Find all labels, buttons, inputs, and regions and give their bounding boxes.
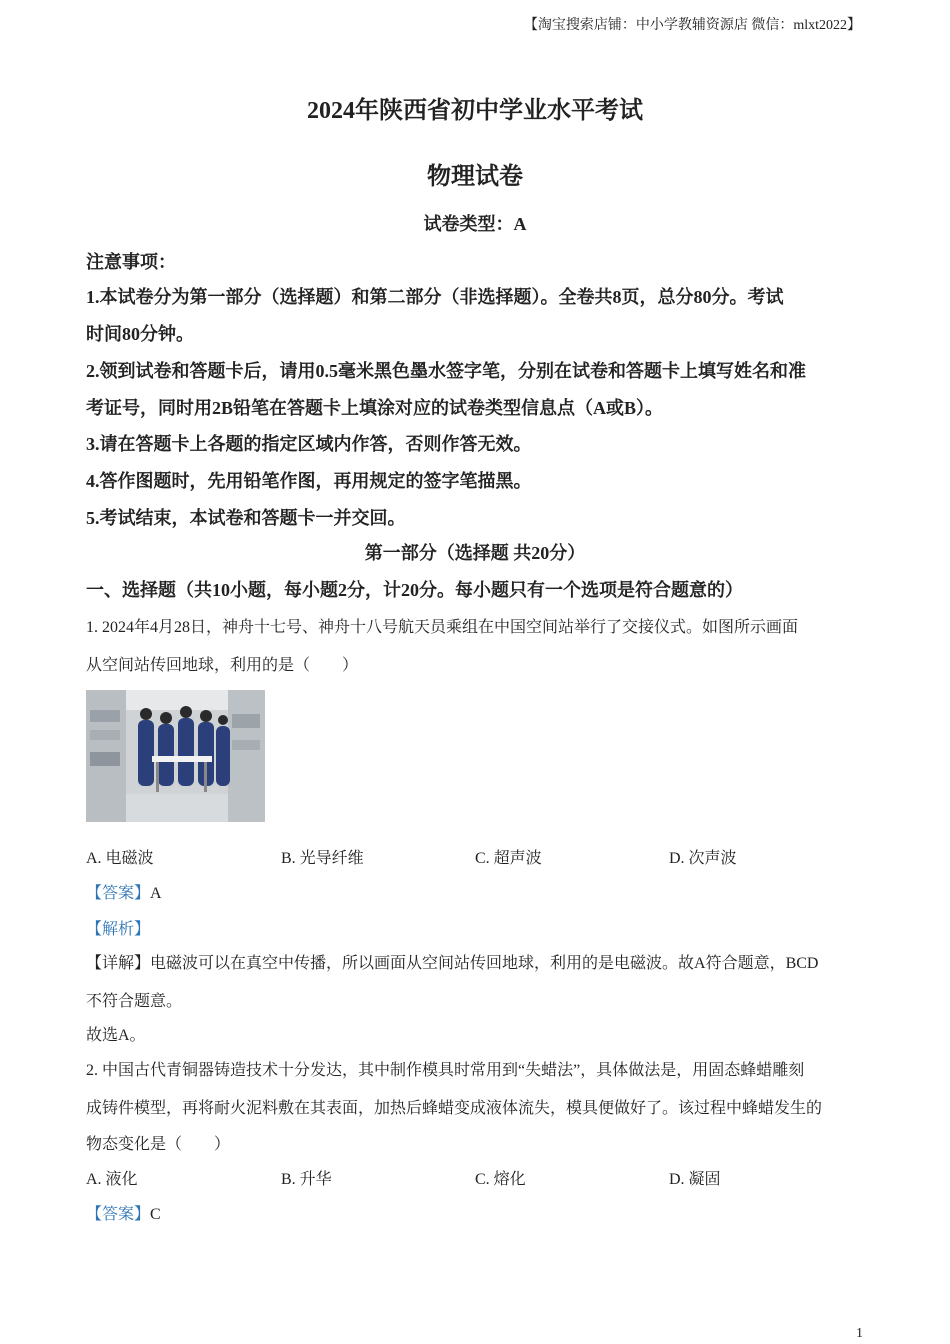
space-station-photo: [86, 690, 265, 822]
exam-subtitle: 物理试卷: [427, 164, 523, 190]
notice-item: 考证号，同时用2B铅笔在答题卡上填涂对应的试卷类型信息点（A或B）。: [86, 398, 664, 418]
question-1-text: 从空间站传回地球，利用的是（ ）: [86, 657, 359, 674]
question-1-text: 1. 2024年4月28日，神舟十七号、神舟十八号航天员乘组在中国空间站举行了交接仪式。如图所示画面: [86, 619, 799, 636]
detail-tag: 【详解】: [86, 955, 151, 972]
question-2-text: 成铸件模型，再将耐火泥料敷在其表面，加热后蜂蜡变成液体流失，模具便做好了。该过程中蜂蜡发生的: [86, 1100, 823, 1117]
paper-type: 试卷类型：A: [423, 214, 527, 234]
notice-item: 5.考试结束，本试卷和答题卡一并交回。: [86, 508, 406, 528]
answer-value: A: [150, 885, 162, 902]
page-number: 1: [856, 1326, 863, 1341]
option-b: B. 升华: [281, 1171, 332, 1188]
detail-text: 不符合题意。: [86, 993, 183, 1010]
option-a: A. 液化: [86, 1171, 138, 1188]
option-d: D. 次声波: [669, 850, 737, 867]
notice-item: 3.请在答题卡上各题的指定区域内作答，否则作答无效。: [86, 434, 532, 454]
detail-text: 电磁波可以在真空中传播，所以画面从空间站传回地球，利用的是电磁波。故A符合题意，BCD: [150, 955, 819, 972]
analysis-tag: 【解析】: [86, 921, 151, 938]
notice-item: 时间80分钟。: [86, 324, 194, 344]
answer-value: C: [150, 1206, 161, 1223]
question-2-text: 物态变化是（ ）: [86, 1136, 231, 1153]
option-c: C. 熔化: [475, 1171, 526, 1188]
header-note: 【淘宝搜索店铺：中小学教辅资源店 微信：mlxt2022】: [523, 18, 861, 33]
conclusion: 故选A。: [86, 1027, 146, 1044]
part-title: 一、选择题（共10小题，每小题2分，计20分。每小题只有一个选项是符合题意的）: [86, 580, 743, 600]
notice-item: 4.答作图题时，先用铅笔作图，再用规定的签字笔描黑。: [86, 471, 532, 491]
option-a: A. 电磁波: [86, 850, 154, 867]
question-2-text: 2. 中国古代青铜器铸造技术十分发达，其中制作模具时常用到“失蜡法”，具体做法是，用固态蜂蜡雕刻: [86, 1062, 805, 1079]
section-title: 第一部分（选择题 共20分）: [364, 543, 586, 563]
answer-tag: 【答案】: [86, 885, 151, 902]
option-b: B. 光导纤维: [281, 850, 364, 867]
notice-heading: 注意事项：: [86, 252, 176, 272]
notice-item: 1.本试卷分为第一部分（选择题）和第二部分（非选择题）。全卷共8页，总分80分。考试: [86, 287, 784, 307]
exam-title: 2024年陕西省初中学业水平考试: [307, 98, 643, 124]
notice-item: 2.领到试卷和答题卡后，请用0.5毫米黑色墨水签字笔，分别在试卷和答题卡上填写姓名和准: [86, 361, 806, 381]
answer-line: [86, 880, 162, 903]
option-c: C. 超声波: [475, 850, 542, 867]
option-d: D. 凝固: [669, 1171, 721, 1188]
answer-line: [86, 1201, 161, 1224]
detail-line: [86, 950, 818, 973]
answer-tag: 【答案】: [86, 1206, 151, 1223]
